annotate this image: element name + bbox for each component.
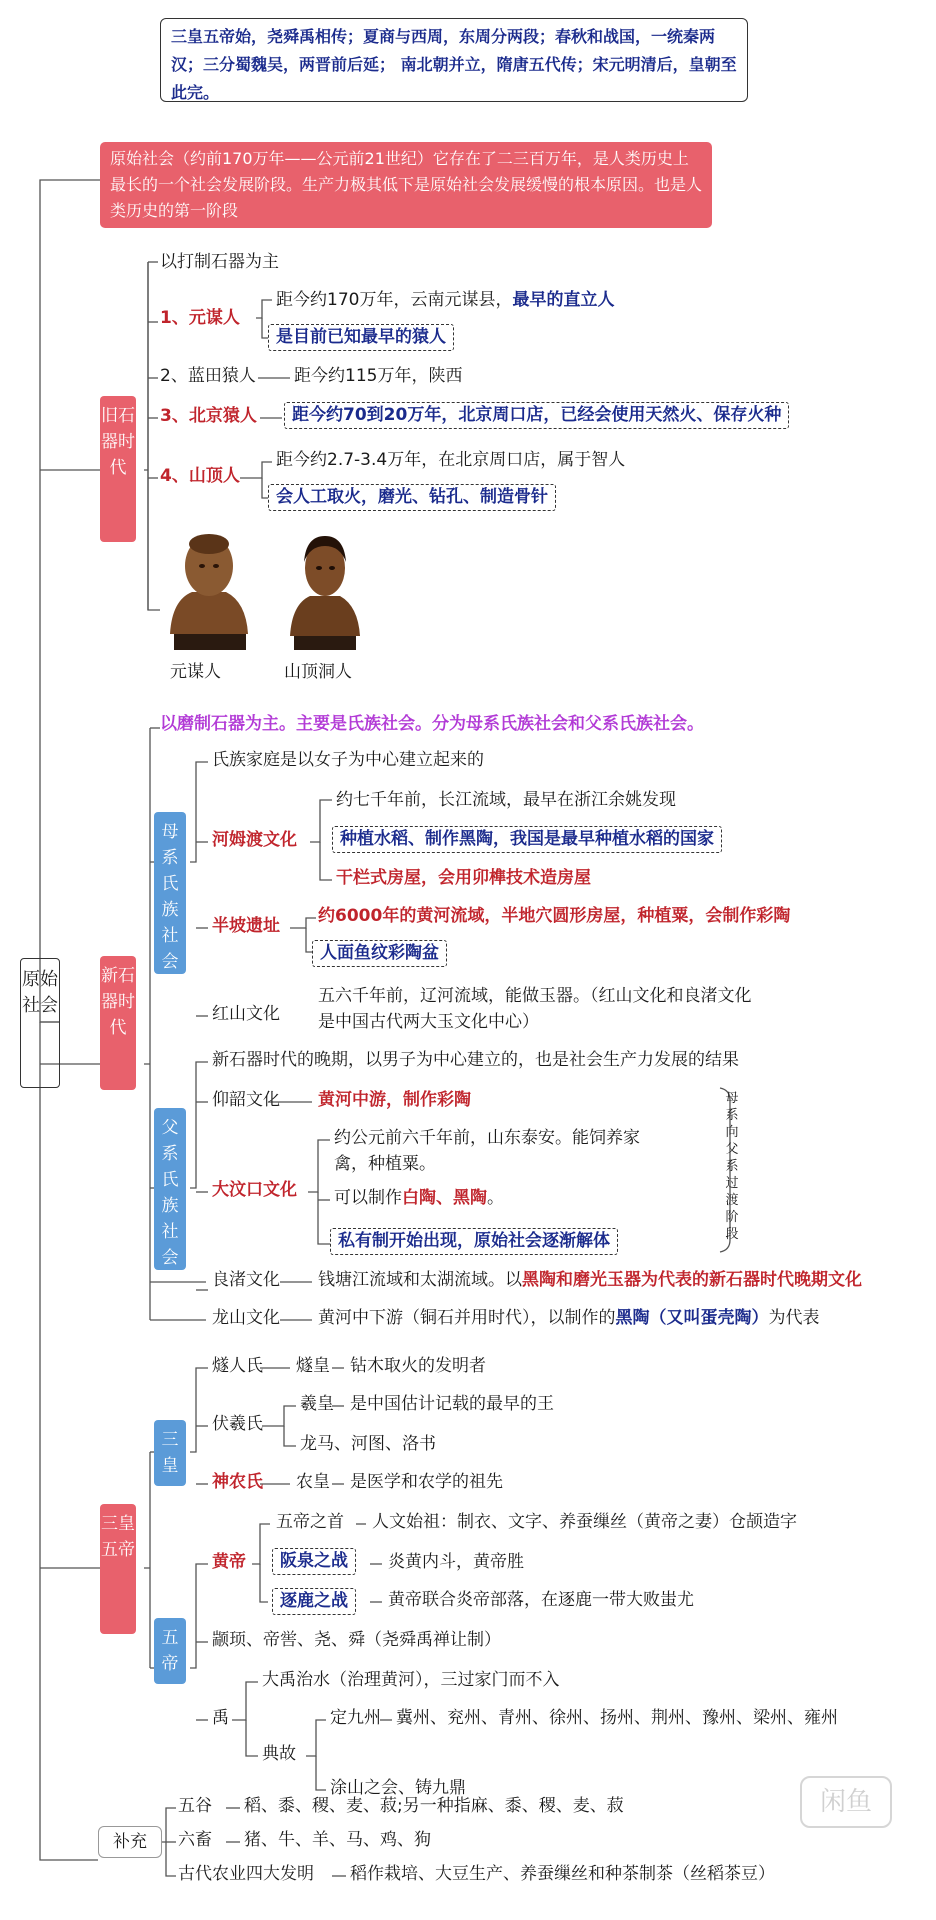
- longshan-name: 龙山文化: [212, 1308, 280, 1328]
- yu-c: 涂山之会、铸九鼎: [330, 1778, 466, 1798]
- neolithic-label: 新石器时代: [100, 956, 136, 1090]
- yuanmou-a: 距今约170万年，云南元谋县，最早的直立人: [276, 290, 615, 310]
- huangdi-c-key: 逐鹿之战: [272, 1588, 356, 1615]
- yu-b-key: 定九州: [330, 1708, 381, 1728]
- liuchu-name: 六畜: [178, 1830, 212, 1850]
- paleolithic-label: 旧石器时代: [100, 396, 136, 542]
- wugu-name: 五谷: [178, 1796, 212, 1816]
- lantian-name: 2、蓝田猿人: [160, 366, 256, 386]
- sanhuang-wudi-label: 三皇五帝: [100, 1504, 136, 1634]
- yu-dianguo: 典故: [262, 1744, 296, 1764]
- huangdi-b-key: 阪泉之战: [272, 1548, 356, 1575]
- hemudu-a: 约七千年前，长江流域，最早在浙江余姚发现: [336, 790, 676, 810]
- transition-note: 母系向父系过渡阶段: [725, 1091, 739, 1242]
- matriarchal-label: 母系氏族社会: [154, 812, 186, 974]
- dawenkou-c: 私有制开始出现，原始社会逐渐解体: [330, 1228, 618, 1255]
- yu-a: 大禹治水（治理黄河），三过家门而不入: [262, 1670, 560, 1690]
- hemudu-name: 河姆渡文化: [212, 830, 297, 850]
- fuxi-name: 伏羲氏: [212, 1414, 263, 1434]
- fuxi-c: 是中国估计记载的最早的王: [350, 1394, 554, 1414]
- four-inventions-val: 稻作栽培、大豆生产、养蚕缫丝和种茶制茶（丝稻茶豆）: [350, 1864, 775, 1884]
- shanding-bust-image: [282, 522, 368, 652]
- four-inventions-name: 古代农业四大发明: [178, 1864, 314, 1884]
- wudi-label: 五帝: [154, 1618, 186, 1684]
- hongshan-name: 红山文化: [212, 1004, 280, 1024]
- dawenkou-a: 约公元前六千年前，山东泰安。能饲养家: [334, 1128, 640, 1148]
- yuanmou-name: 1、元谋人: [160, 308, 240, 328]
- shanding-a: 距今约2.7-3.4万年，在北京周口店，属于智人: [276, 450, 626, 470]
- yu-name: 禹: [212, 1708, 229, 1728]
- suiren-name: 燧人氏: [212, 1356, 263, 1376]
- hongshan-b: 是中国古代两大玉文化中心）: [318, 1012, 539, 1032]
- sanhuang-label: 三皇: [154, 1420, 186, 1486]
- watermark-logo: 闲鱼: [800, 1776, 892, 1828]
- liuchu-val: 猪、牛、羊、马、鸡、狗: [244, 1830, 431, 1850]
- root-node: 原始社会: [20, 958, 60, 1088]
- dawenkou-name: 大汶口文化: [212, 1180, 297, 1200]
- fuxi-b: 羲皇: [300, 1394, 334, 1414]
- shennong-b: 农皇: [296, 1472, 330, 1492]
- banpo-name: 半坡遗址: [212, 916, 280, 936]
- suiren-b: 燧皇: [296, 1356, 330, 1376]
- matri-head: 氏族家庭是以女子为中心建立起来的: [212, 750, 484, 770]
- patri-head: 新石器时代的晚期，以男子为中心建立的，也是社会生产力发展的结果: [212, 1050, 739, 1070]
- shanding-name: 4、山顶人: [160, 466, 240, 486]
- shanding-b: 会人工取火，磨光、钻孔、制造骨针: [268, 484, 556, 511]
- dynasty-poem: 三皇五帝始，尧舜禹相传；夏商与西周，东周分两段；春秋和战国，一统秦两汉；三分蜀魏吴，两晋前后延； 南北朝并立，隋唐五代传；宋元明清后，皇朝至此完。: [160, 18, 748, 102]
- banpo-a: 约6000年的黄河流域，半地穴圆形房屋，种植粟，会制作彩陶: [318, 906, 791, 926]
- yangshao-a: 黄河中游，制作彩陶: [318, 1090, 471, 1110]
- neo-head: 以磨制石器为主。主要是氏族社会。分为母系氏族社会和父系氏族社会。: [160, 714, 704, 734]
- hemudu-c: 干栏式房屋，会用卯榫技术造房屋: [336, 868, 591, 888]
- banpo-b: 人面鱼纹彩陶盆: [312, 940, 447, 967]
- longshan-a: 黄河中下游（铜石并用时代），以制作的黑陶（又叫蛋壳陶）为代表: [318, 1308, 820, 1328]
- paleo-head: 以打制石器为主: [160, 252, 279, 272]
- huangdi-a-val: 人文始祖：制衣、文字、养蚕缫丝（黄帝之妻）仓颉造字: [372, 1512, 797, 1532]
- yuanmou-b: 是目前已知最早的猿人: [268, 324, 454, 351]
- liangzhu-name: 良渚文化: [212, 1270, 280, 1290]
- primitive-society-intro: 原始社会（约前170万年——公元前21世纪）它存在了二三百万年，是人类历史上最长的一个社会发展阶段。生产力极其低下是原始社会发展缓慢的根本原因。也是人类历史的第一阶段: [100, 142, 712, 228]
- wugu-val: 稻、黍、稷、麦、菽;另一种指麻、黍、稷、麦、菽: [244, 1796, 624, 1816]
- lantian-a: 距今约115万年，陕西: [294, 366, 463, 386]
- other-emperors: 颛顼、帝喾、尧、舜（尧舜禹禅让制）: [212, 1630, 501, 1650]
- huangdi-a-key: 五帝之首: [276, 1512, 344, 1532]
- supplement-label: 补充: [98, 1826, 162, 1858]
- huangdi-name: 黄帝: [212, 1552, 246, 1572]
- beijing-a: 距今约70到20万年，北京周口店，已经会使用天然火、保存火种: [284, 402, 789, 429]
- fuxi-d: 龙马、河图、洛书: [300, 1434, 436, 1454]
- caption-shanding: 山顶洞人: [284, 662, 352, 682]
- huangdi-b-val: 炎黄内斗，黄帝胜: [388, 1552, 524, 1572]
- suiren-c: 钻木取火的发明者: [350, 1356, 486, 1376]
- huangdi-c-val: 黄帝联合炎帝部落，在逐鹿一带大败蚩尤: [388, 1590, 694, 1610]
- hemudu-b: 种植水稻、制作黑陶，我国是最早种植水稻的国家: [332, 826, 722, 853]
- yuanmou-bust-image: [160, 522, 256, 652]
- shennong-name: 神农氏: [212, 1472, 263, 1492]
- hongshan-a: 五六千年前，辽河流域，能做玉器。（红山文化和良渚文化: [318, 986, 752, 1006]
- yangshao-name: 仰韶文化: [212, 1090, 280, 1110]
- liangzhu-a: 钱塘江流域和太湖流域。以黑陶和磨光玉器为代表的新石器时代晚期文化: [318, 1270, 862, 1290]
- yu-b-val: 冀州、兖州、青州、徐州、扬州、荆州、豫州、梁州、雍州: [396, 1708, 838, 1728]
- dawenkou-a2: 禽，种植粟。: [334, 1154, 436, 1174]
- beijing-name: 3、北京猿人: [160, 406, 257, 426]
- shennong-c: 是医学和农学的祖先: [350, 1472, 503, 1492]
- patriarchal-label: 父系氏族社会: [154, 1108, 186, 1270]
- dawenkou-b: 可以制作白陶、黑陶。: [334, 1188, 504, 1208]
- caption-yuanmou: 元谋人: [170, 662, 221, 682]
